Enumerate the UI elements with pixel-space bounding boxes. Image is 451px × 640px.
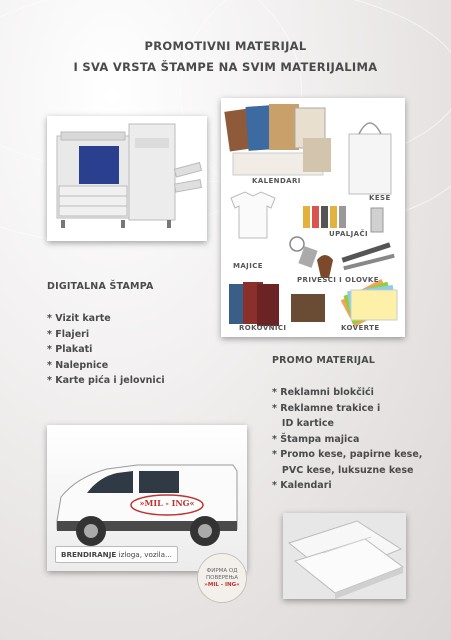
promo-products-collage bbox=[221, 98, 405, 337]
seal-logo: »MIL - ING« bbox=[204, 581, 240, 588]
promo-material-heading: PROMO MATERIJAL bbox=[272, 355, 376, 366]
page-title-line1: PROMOTIVNI MATERIJAL bbox=[144, 39, 307, 53]
list-item: * Kalendari bbox=[272, 480, 332, 491]
list-item: * Reklamne trakice i bbox=[272, 402, 381, 414]
branding-caption-bold: BRENDIRANJE bbox=[61, 550, 117, 559]
label-majice: MAJICE bbox=[233, 262, 263, 270]
list-item: * Reklamni blokčići bbox=[272, 387, 374, 398]
list-item: * Nalepnice bbox=[47, 359, 109, 371]
digital-printing-list bbox=[47, 311, 165, 389]
digital-printing-heading: DIGITALNA ŠTAMPA bbox=[47, 281, 154, 292]
van-logo: »MIL - ING« bbox=[139, 498, 195, 508]
list-item: * Štampa majica bbox=[272, 433, 360, 445]
printer-image bbox=[47, 116, 207, 241]
label-kese: KESE bbox=[369, 194, 391, 202]
panels-photo bbox=[283, 513, 406, 599]
list-item: PVC kese, luksuzne kese bbox=[272, 464, 414, 476]
van-branding-photo bbox=[47, 425, 247, 571]
panels-image bbox=[283, 513, 406, 599]
label-upaljaci: UPALJAČI bbox=[329, 230, 369, 238]
promo-products-image bbox=[221, 98, 405, 337]
list-item: * Flajeri bbox=[47, 328, 90, 340]
seal-line2: ПОВЕРЕЊА bbox=[205, 574, 238, 581]
list-item: * Vizit karte bbox=[47, 313, 111, 324]
page-title-line2: I SVA VRSTA ŠTAMPE NA SVIM MATERIJALIMA bbox=[73, 60, 378, 74]
list-item: * Promo kese, papirne kese, bbox=[272, 449, 423, 460]
label-privesci: PRIVESCI I OLOVKE bbox=[297, 276, 379, 284]
branding-caption-rest: izloga, vozila... bbox=[116, 550, 172, 559]
label-koverte: KOVERTE bbox=[341, 324, 380, 332]
list-item: ID kartice bbox=[272, 418, 334, 429]
printer-photo bbox=[47, 116, 207, 241]
list-item: * Karte pića i jelovnici bbox=[47, 375, 165, 386]
seal-line1: ФИРМА ОД bbox=[206, 567, 238, 574]
branding-caption bbox=[55, 546, 178, 563]
label-kalendari: KALENDARI bbox=[252, 177, 301, 185]
promo-material-list bbox=[272, 385, 422, 494]
trusted-company-seal bbox=[197, 553, 247, 603]
label-rokovnici: ROKOVNICI bbox=[239, 324, 287, 332]
list-item: * Plakati bbox=[47, 344, 93, 355]
